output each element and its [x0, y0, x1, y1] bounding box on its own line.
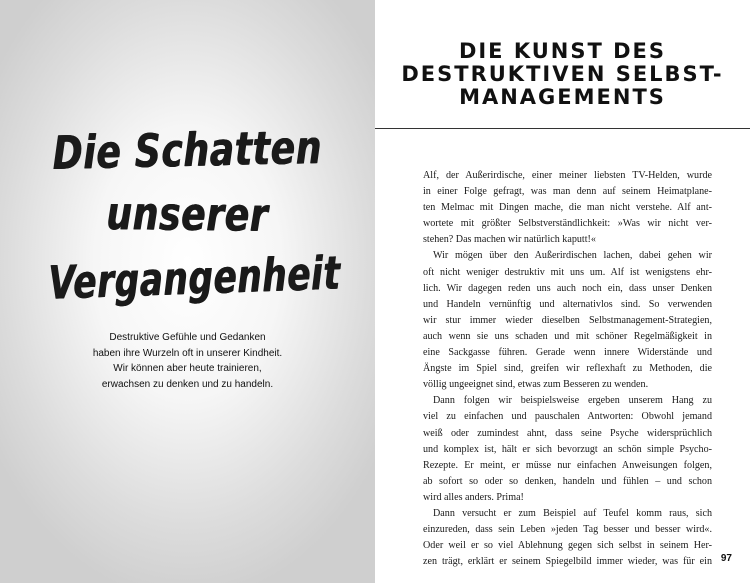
body-line: völlig ungeeignet sind, etwas zum Besseren zu wenden.: [423, 379, 649, 391]
heading-line: DIE KUNST DES: [458, 39, 667, 63]
body-line: wortete mit größter Selbstverständlichkeit: »Was wir nicht ver-: [423, 218, 712, 230]
heading-line: MANAGEMENTS: [459, 85, 666, 109]
section-heading: [375, 40, 750, 109]
chapter-title-line: unserer: [106, 186, 269, 242]
body-line: ten Melmac mit Dingen mache, die man nicht verstehe. Alf ant-: [423, 202, 712, 214]
intro-line: erwachsen zu denken und zu handeln.: [101, 378, 274, 390]
body-line: Dann versucht er zum Beispiel auf Teufel komm raus, sich: [433, 507, 712, 519]
body-line: ab sofort so oder so denken, handeln und fühlen – und schon: [423, 475, 712, 487]
body-line: weiß oder zumindest ahnt, dass seine Psyche widersprüchlich: [423, 427, 712, 439]
chapter-title-line: Vergangenheit: [48, 245, 342, 310]
chapter-title: [0, 118, 375, 310]
body-line: Rezepte. Er meint, er müsse nur einfachen Anweisungen folgen,: [423, 459, 712, 471]
body-line: oft nicht weniger destruktiv mit uns um. Alf ist wenigstens ehr-: [423, 266, 712, 278]
chapter-intro: [40, 330, 335, 392]
body-line: lich. Wir dagegen reden uns auch noch ein, dass unser Denken: [423, 282, 712, 294]
right-page: [375, 0, 750, 583]
body-line: viel zu einfachen und pauschalen Antworten: Obwohl jemand: [423, 411, 712, 423]
body-line: Dann folgen wir beispielsweise ergeben unserem Hang zu: [433, 395, 712, 407]
body-text: [423, 168, 712, 570]
body-line: Oder weil er so viel Ablehnung gegen sich selbst in seinem Her-: [423, 540, 712, 552]
body-line: und komplex ist, hält er sich bevorzugt an schön simple Psycho-: [423, 443, 712, 455]
body-line: und Handeln vernünftig und alternativlos sind. So verwenden: [423, 298, 712, 310]
body-line: zen trägt, erklärt er seinem Spiegelbild immer wieder, was für ein: [423, 556, 712, 568]
intro-line: haben ihre Wurzeln oft in unserer Kindheit.: [92, 347, 283, 359]
intro-line: Wir können aber heute trainieren,: [113, 363, 262, 374]
body-line: Alf, der Außerirdische, einer meiner liebsten TV-Helden, wurde: [423, 170, 712, 181]
body-line: Ängste im Spiel sind, greifen wir reflexhaft zu Methoden, die: [423, 363, 712, 375]
body-line: wir stur immer wieder dieselben Selbstmanagement-Strategien,: [423, 314, 712, 326]
body-line: in einer Folge gefragt, was man denn auf seinem Heimatplane-: [423, 186, 712, 198]
body-line: stehen? Das machen wir natürlich kaputt!«: [423, 234, 596, 246]
body-line: eine Sackgasse führen. Gerade wenn innere Widerstände und: [423, 347, 712, 359]
intro-line: Destruktive Gefühle und Gedanken: [109, 332, 266, 343]
body-line: Wir mögen über den Außerirdischen lachen, dabei gehen wir: [433, 250, 712, 262]
page-number: 97: [720, 553, 732, 564]
body-line: einzureden, dass sein Leben »jeden Tag besser und besser wird«.: [423, 524, 712, 536]
heading-divider: [375, 128, 750, 129]
heading-line: DESTRUKTIVEN SELBST-: [401, 62, 724, 86]
body-line: wird alles anders. Prima!: [423, 491, 524, 503]
body-line: auch wenn sie uns schaden und mit schöner Regelmäßigkeit in: [423, 330, 712, 342]
chapter-title-line: Die Schatten: [52, 119, 323, 181]
